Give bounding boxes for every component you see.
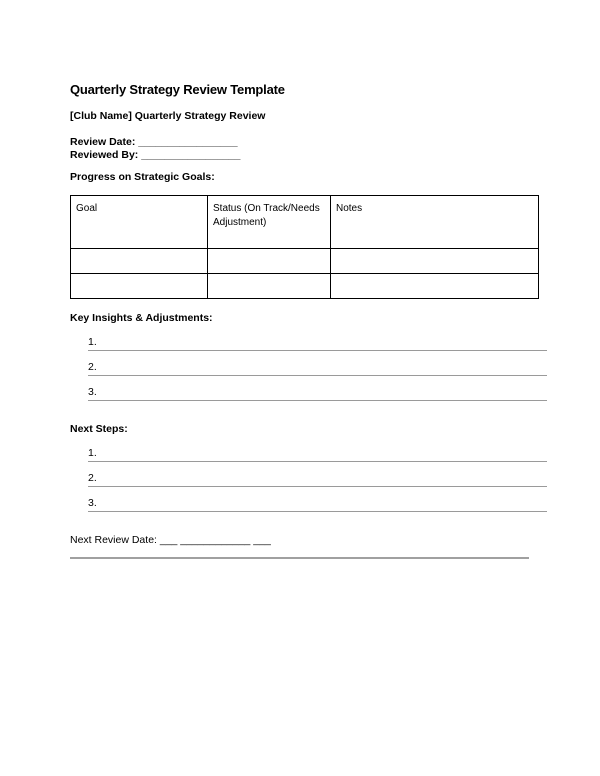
table-row [71,249,539,274]
next-review-date-field: Next Review Date: ___ ____________ ___ [70,534,271,546]
table-cell [208,249,331,274]
column-header-status: Status (On Track/Needs Adjustment) [208,196,331,249]
insights-heading: Key Insights & Adjustments: [70,312,213,324]
next-steps-item: 1. [88,447,547,462]
goals-table [70,195,539,299]
insights-item: 3. [88,386,547,401]
insights-item: 2. [88,361,547,376]
page-title: Quarterly Strategy Review Template [70,82,285,97]
next-steps-heading: Next Steps: [70,423,128,435]
progress-heading: Progress on Strategic Goals: [70,171,215,183]
column-header-notes: Notes [331,196,539,249]
table-cell [208,274,331,299]
table-header-row [71,196,539,249]
table-cell [331,274,539,299]
table-cell [71,249,208,274]
table-cell [71,274,208,299]
column-header-goal: Goal [71,196,208,249]
table-row [71,274,539,299]
review-date-field: Review Date: _________________ [70,136,238,148]
divider [70,557,529,559]
review-subtitle: [Club Name] Quarterly Strategy Review [70,110,266,122]
insights-item: 1. [88,336,547,351]
reviewed-by-field: Reviewed By: _________________ [70,149,241,161]
next-steps-item: 3. [88,497,547,512]
next-steps-item: 2. [88,472,547,487]
table-cell [331,249,539,274]
